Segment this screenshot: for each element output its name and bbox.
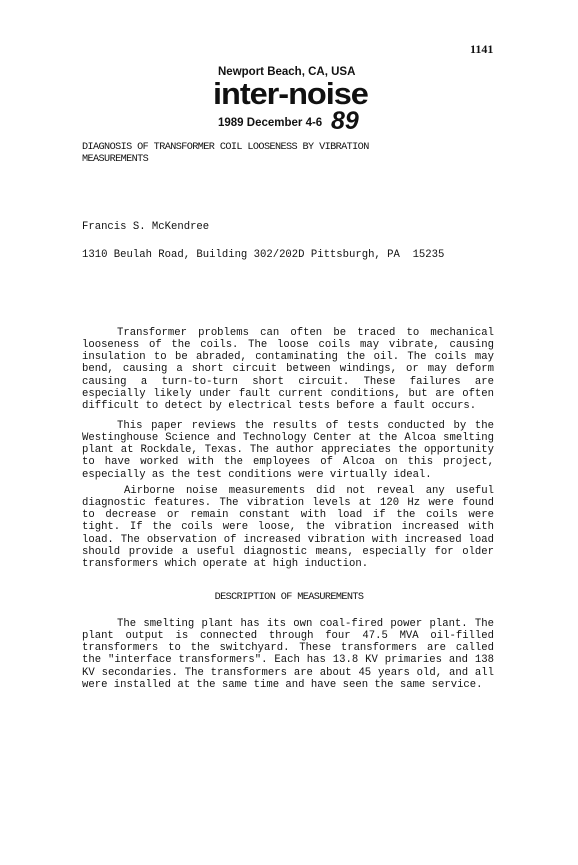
inter-noise-logo: inter-noise [213, 76, 368, 111]
section-heading: DESCRIPTION OF MEASUREMENTS [214, 592, 364, 603]
author-address: 1310 Beulah Road, Building 302/202D Pittsburgh, PA 15235 [82, 249, 445, 261]
paragraph-text: This paper reviews the results of tests conducted by the Westinghouse Science and Technology Center at the Alcoa smelting plant at Rockdale, Texas. The author appreciates the opportunity to have worked with the employees of Alcoa on this project, especially as the test conditions were virtually ideal. [82, 420, 494, 481]
abstract-paragraph [82, 420, 494, 481]
paragraph-text: Airborne noise measurements did not reveal any useful diagnostic features. The vibration levels at 120 Hz were found to decrease or remain constant with load if the coils were tight. If the coils were loose, the vibration increased with load. The observation of increased vibration with increased load should provide a useful diagnostic means, especially for older transformers which operate at high induction. [82, 485, 494, 570]
page-number: 1141 [470, 42, 494, 56]
conference-location: Newport Beach, CA, USA [218, 66, 356, 78]
conference-date: 1989 December 4-6 [218, 117, 323, 129]
title-line: DIAGNOSIS OF TRANSFORMER COIL LOOSENESS BY VIBRATION [82, 142, 369, 153]
conference-year-mark: 89 [331, 107, 359, 135]
abstract-paragraph [82, 485, 494, 570]
title-line: MEASUREMENTS [82, 154, 149, 165]
author-name: Francis S. McKendree [82, 221, 210, 233]
abstract-paragraph [82, 327, 494, 412]
paper-title [82, 142, 369, 166]
section-paragraph [82, 618, 494, 691]
paragraph-text: The smelting plant has its own coal-fired power plant. The plant output is connected through four 47.5 MVA oil-filled transformers to the switchyard. These transformers are called the "interface transformers". Each has 13.8 KV primaries and 138 KV secondaries. The transformers are about 45 years old, and all were installed at the same time and have seen the same service. [82, 618, 494, 691]
paragraph-text: Transformer problems can often be traced to mechanical looseness of the coils. The loose coils may vibrate, causing insulation to be abraded, contaminating the oil. The coils may bend, causing a short circuit between windings, or may deform causing a turn-to-turn short circuit. These failures are especially likely under fault current conditions, but are often difficult to detect by electrical tests before a fault occurs. [82, 327, 494, 412]
